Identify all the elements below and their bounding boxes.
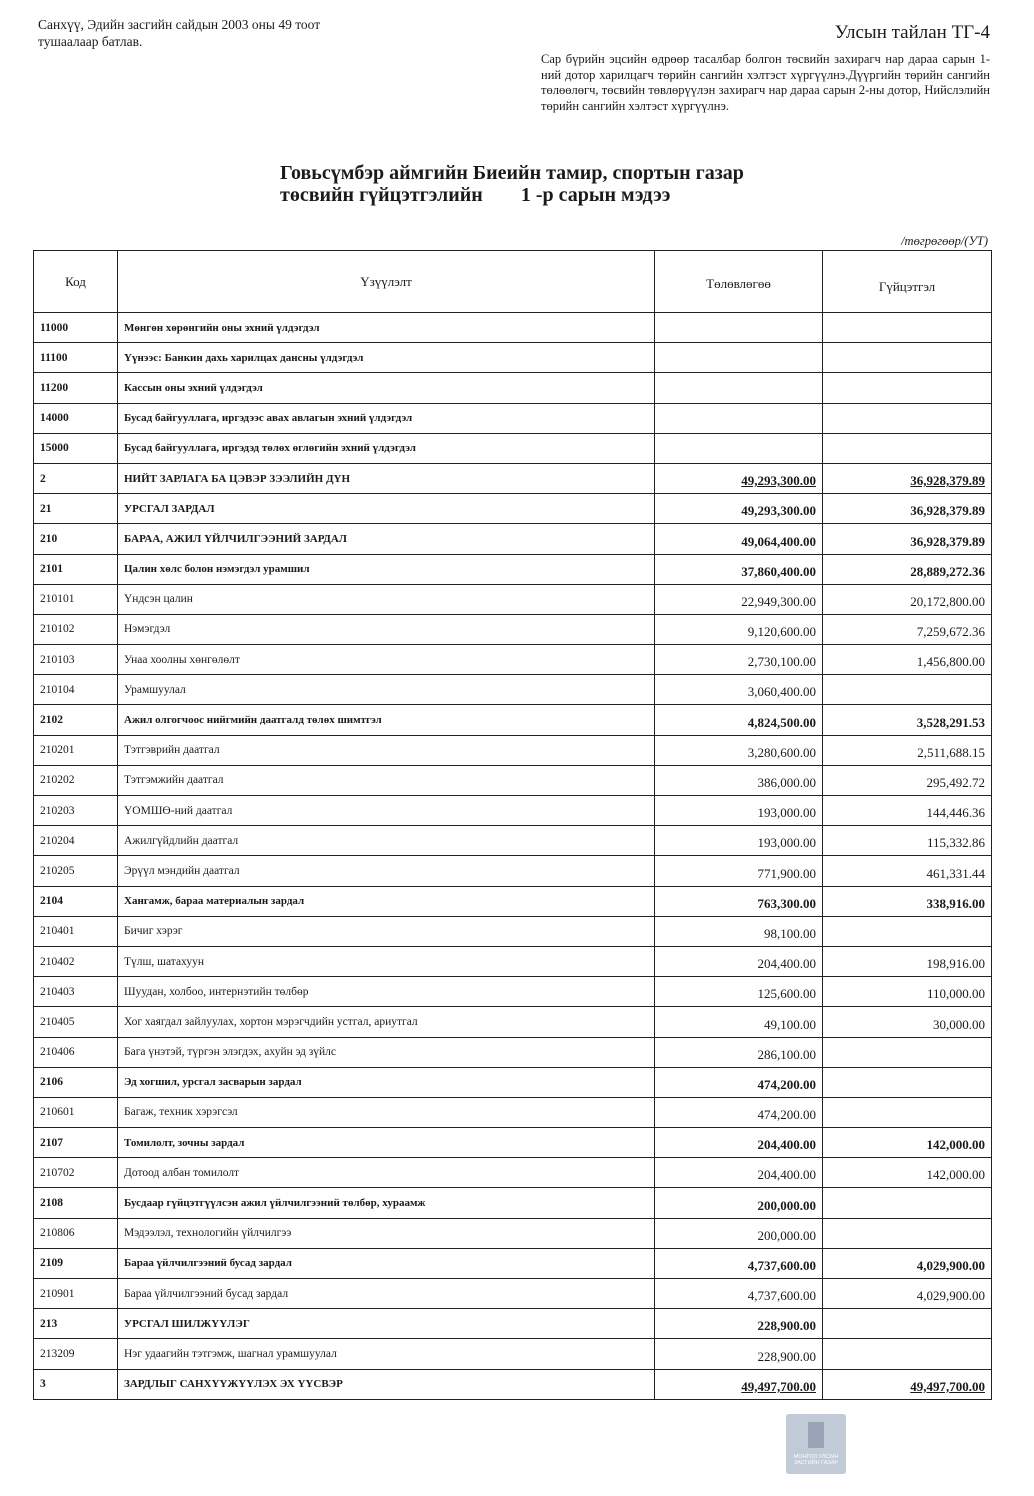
row-plan	[655, 313, 823, 343]
table-row	[34, 494, 992, 524]
row-indicator: Хангамж, бараа материалын зардал	[118, 886, 655, 916]
row-indicator: Томилолт, зочны зардал	[118, 1128, 655, 1158]
row-code: 210203	[34, 796, 118, 826]
row-actual: 1,456,800.00	[823, 645, 992, 675]
row-indicator: Эрүүл мэндийн даатгал	[118, 856, 655, 886]
row-actual: 295,492.72	[823, 765, 992, 795]
row-plan: 4,824,500.00	[655, 705, 823, 735]
table-row	[34, 886, 992, 916]
row-indicator: ҮОМШӨ-ний даатгал	[118, 796, 655, 826]
row-plan: 228,900.00	[655, 1339, 823, 1369]
row-plan: 474,200.00	[655, 1097, 823, 1127]
header-indicator: Үзүүлэлт	[118, 251, 655, 313]
row-indicator: Бага үнэтэй, түргэн элэгдэх, ахуйн эд зүйлс	[118, 1037, 655, 1067]
row-code: 2107	[34, 1128, 118, 1158]
row-actual: 461,331.44	[823, 856, 992, 886]
row-code: 210402	[34, 946, 118, 976]
row-code: 210201	[34, 735, 118, 765]
row-indicator: Бичиг хэрэг	[118, 916, 655, 946]
row-actual	[823, 1067, 992, 1097]
row-indicator: Ажил олгогчоос нийгмийн даатгалд төлөх шимтгэл	[118, 705, 655, 735]
row-indicator: Нэмэгдэл	[118, 614, 655, 644]
table-row	[34, 1097, 992, 1127]
row-code: 210901	[34, 1279, 118, 1309]
row-plan: 2,730,100.00	[655, 645, 823, 675]
row-plan: 771,900.00	[655, 856, 823, 886]
approval-line-2: тушаалаар батлав.	[38, 34, 143, 49]
row-actual	[823, 1339, 992, 1369]
row-plan: 763,300.00	[655, 886, 823, 916]
row-code: 213	[34, 1309, 118, 1339]
row-actual: 4,029,900.00	[823, 1248, 992, 1278]
row-indicator: Шуудан, холбоо, интернэтийн төлбөр	[118, 977, 655, 1007]
approval-line-1: Санхүү, Эдийн засгийн сайдын 2003 оны 49 тоот	[38, 17, 321, 32]
row-indicator: БАРАА, АЖИЛ ҮЙЛЧИЛГЭЭНИЙ ЗАРДАЛ	[118, 524, 655, 554]
unit-label: /төгрөгөөр/(УТ)	[901, 234, 988, 248]
row-indicator: Үндсэн цалин	[118, 584, 655, 614]
row-actual	[823, 1309, 992, 1339]
row-code: 2102	[34, 705, 118, 735]
row-code: 2104	[34, 886, 118, 916]
row-code: 11200	[34, 373, 118, 403]
table-row	[34, 826, 992, 856]
row-indicator: Ажилгүйдлийн даатгал	[118, 826, 655, 856]
row-actual: 20,172,800.00	[823, 584, 992, 614]
document-title	[280, 162, 744, 206]
row-indicator: Мөнгөн хөрөнгийн оны эхний үлдэгдэл	[118, 313, 655, 343]
row-code: 21	[34, 494, 118, 524]
table-row	[34, 1309, 992, 1339]
row-plan	[655, 373, 823, 403]
row-actual	[823, 675, 992, 705]
row-actual: 2,511,688.15	[823, 735, 992, 765]
row-code: 210	[34, 524, 118, 554]
row-plan: 286,100.00	[655, 1037, 823, 1067]
header-code: Код	[34, 251, 118, 313]
row-indicator: Кассын оны эхний үлдэгдэл	[118, 373, 655, 403]
table-row	[34, 1369, 992, 1399]
row-plan: 98,100.00	[655, 916, 823, 946]
form-code: Улсын тайлан ТГ-4	[834, 22, 990, 43]
approval-note	[38, 16, 320, 50]
row-actual: 36,928,379.89	[823, 494, 992, 524]
row-actual	[823, 916, 992, 946]
row-code: 210103	[34, 645, 118, 675]
row-indicator: Дотоод албан томилолт	[118, 1158, 655, 1188]
row-code: 210406	[34, 1037, 118, 1067]
row-plan: 200,000.00	[655, 1218, 823, 1248]
row-indicator: Унаа хоолны хөнгөлөлт	[118, 645, 655, 675]
row-code: 2108	[34, 1188, 118, 1218]
logo-caption	[786, 1454, 846, 1466]
row-indicator: Нэг удаагийн тэтгэмж, шагнал урамшуулал	[118, 1339, 655, 1369]
row-code: 15000	[34, 433, 118, 463]
row-code: 210205	[34, 856, 118, 886]
row-plan: 4,737,600.00	[655, 1279, 823, 1309]
government-logo	[786, 1414, 846, 1474]
table-row	[34, 554, 992, 584]
row-plan	[655, 433, 823, 463]
table-row	[34, 373, 992, 403]
row-code: 210401	[34, 916, 118, 946]
table-row	[34, 1067, 992, 1097]
row-indicator: Цалин хөлс болон нэмэгдэл урамшил	[118, 554, 655, 584]
row-code: 2106	[34, 1067, 118, 1097]
row-actual	[823, 1097, 992, 1127]
row-indicator: ЗАРДЛЫГ САНХҮҮЖҮҮЛЭХ ЭХ ҮҮСВЭР	[118, 1369, 655, 1399]
row-actual	[823, 1188, 992, 1218]
row-indicator: Хог хаягдал зайлуулах, хортон мэрэгчдийн устгал, ариутгал	[118, 1007, 655, 1037]
table-row	[34, 1218, 992, 1248]
row-actual: 110,000.00	[823, 977, 992, 1007]
row-actual	[823, 403, 992, 433]
row-plan: 193,000.00	[655, 826, 823, 856]
row-actual: 144,446.36	[823, 796, 992, 826]
row-plan: 4,737,600.00	[655, 1248, 823, 1278]
row-actual: 49,497,700.00	[823, 1369, 992, 1399]
row-plan: 49,293,300.00	[655, 463, 823, 493]
row-indicator: УРСГАЛ ЗАРДАЛ	[118, 494, 655, 524]
row-actual: 115,332.86	[823, 826, 992, 856]
row-indicator: НИЙТ ЗАРЛАГА БА ЦЭВЭР ЗЭЭЛИЙН ДҮН	[118, 463, 655, 493]
row-actual: 7,259,672.36	[823, 614, 992, 644]
table-row	[34, 614, 992, 644]
row-indicator: Бараа үйлчилгээний бусад зардал	[118, 1248, 655, 1278]
table-row	[34, 1248, 992, 1278]
row-plan	[655, 403, 823, 433]
row-code: 2101	[34, 554, 118, 584]
row-actual: 36,928,379.89	[823, 524, 992, 554]
table-row	[34, 403, 992, 433]
row-plan: 49,064,400.00	[655, 524, 823, 554]
title-line-1: Говьсүмбэр аймгийн Биеийн тамир, спортын газар	[280, 162, 744, 184]
row-plan: 228,900.00	[655, 1309, 823, 1339]
row-plan: 37,860,400.00	[655, 554, 823, 584]
table-row	[34, 1188, 992, 1218]
row-code: 210405	[34, 1007, 118, 1037]
table-row	[34, 916, 992, 946]
row-plan: 204,400.00	[655, 1128, 823, 1158]
row-indicator: Бараа үйлчилгээний бусад зардал	[118, 1279, 655, 1309]
row-plan: 474,200.00	[655, 1067, 823, 1097]
row-actual: 36,928,379.89	[823, 463, 992, 493]
table-row	[34, 675, 992, 705]
row-actual: 3,528,291.53	[823, 705, 992, 735]
row-plan: 200,000.00	[655, 1188, 823, 1218]
row-indicator: Багаж, техник хэрэгсэл	[118, 1097, 655, 1127]
logo-caption-line-1: МОНГОЛ УЛСЫН	[793, 1454, 839, 1460]
row-actual: 198,916.00	[823, 946, 992, 976]
title-line-2b: 1 -р сарын мэдээ	[520, 184, 671, 206]
row-code: 210403	[34, 977, 118, 1007]
row-plan: 125,600.00	[655, 977, 823, 1007]
table-row	[34, 796, 992, 826]
row-indicator: Бусдаар гүйцэтгүүлсэн ажил үйлчилгээний төлбөр, хураамж	[118, 1188, 655, 1218]
row-plan: 9,120,600.00	[655, 614, 823, 644]
title-line-2	[280, 184, 744, 206]
row-code: 3	[34, 1369, 118, 1399]
row-actual: 28,889,272.36	[823, 554, 992, 584]
row-indicator: Түлш, шатахуун	[118, 946, 655, 976]
table-row	[34, 856, 992, 886]
row-indicator: Тэтгэмжийн даатгал	[118, 765, 655, 795]
table-row	[34, 1339, 992, 1369]
budget-table	[33, 250, 992, 1400]
row-plan	[655, 343, 823, 373]
table-row	[34, 765, 992, 795]
header-plan: Төлөвлөгөө	[655, 251, 823, 313]
soyombo-icon	[808, 1422, 824, 1448]
table-row	[34, 1037, 992, 1067]
row-code: 210202	[34, 765, 118, 795]
row-plan: 22,949,300.00	[655, 584, 823, 614]
table-row	[34, 1128, 992, 1158]
row-indicator: Тэтгэврийн даатгал	[118, 735, 655, 765]
instructions-text: Сар бүрийн эцсийн өдрөөр тасалбар болгон төсвийн захирагч нар дараа сарын 1-ний дотор харилцагч төрийн сангийн хэлтэст хүргүүлнэ.Дүүргийн төрийн сангийн төлөөлөгч, төсвийн төвлөрүүлэн захирагч нар дараа сарын 2-ны дотор, Нийслэлийн төрийн сангийн хэлтэст хүргүүлнэ.	[541, 52, 990, 113]
row-code: 210104	[34, 675, 118, 705]
row-code: 11000	[34, 313, 118, 343]
table-row	[34, 1158, 992, 1188]
row-code: 11100	[34, 343, 118, 373]
table-header-row	[34, 251, 992, 313]
row-actual	[823, 1037, 992, 1067]
table-row	[34, 463, 992, 493]
row-actual: 30,000.00	[823, 1007, 992, 1037]
row-code: 210101	[34, 584, 118, 614]
table-row	[34, 584, 992, 614]
row-plan: 3,060,400.00	[655, 675, 823, 705]
row-code: 210102	[34, 614, 118, 644]
row-code: 210806	[34, 1218, 118, 1248]
row-code: 210702	[34, 1158, 118, 1188]
row-actual	[823, 343, 992, 373]
table-row	[34, 1279, 992, 1309]
table-row	[34, 433, 992, 463]
row-actual: 142,000.00	[823, 1128, 992, 1158]
row-plan: 49,100.00	[655, 1007, 823, 1037]
row-plan: 386,000.00	[655, 765, 823, 795]
row-indicator: Мэдээлэл, технологийн үйлчилгээ	[118, 1218, 655, 1248]
row-actual	[823, 313, 992, 343]
row-indicator: Урамшуулал	[118, 675, 655, 705]
table-row	[34, 524, 992, 554]
row-plan: 204,400.00	[655, 1158, 823, 1188]
row-actual: 142,000.00	[823, 1158, 992, 1188]
row-actual: 338,916.00	[823, 886, 992, 916]
row-indicator: Үүнээс: Банкин дахь харилцах дансны үлдэгдэл	[118, 343, 655, 373]
row-code: 2	[34, 463, 118, 493]
row-plan: 204,400.00	[655, 946, 823, 976]
row-actual	[823, 433, 992, 463]
row-plan: 49,293,300.00	[655, 494, 823, 524]
table-row	[34, 735, 992, 765]
table-row	[34, 343, 992, 373]
title-line-2a: төсвийн гүйцэтгэлийн	[280, 184, 483, 206]
row-indicator: Бусад байгууллага, иргэдэд төлөх өглөгийн эхний үлдэгдэл	[118, 433, 655, 463]
table-row	[34, 705, 992, 735]
logo-caption-line-2: ЗАСГИЙН ГАЗАР	[793, 1460, 839, 1466]
row-code: 14000	[34, 403, 118, 433]
table-row	[34, 1007, 992, 1037]
row-plan: 3,280,600.00	[655, 735, 823, 765]
table-row	[34, 946, 992, 976]
table-row	[34, 645, 992, 675]
row-indicator: УРСГАЛ ШИЛЖҮҮЛЭГ	[118, 1309, 655, 1339]
row-actual	[823, 1218, 992, 1248]
row-plan: 49,497,700.00	[655, 1369, 823, 1399]
row-actual	[823, 373, 992, 403]
row-code: 210601	[34, 1097, 118, 1127]
table-row	[34, 313, 992, 343]
row-actual: 4,029,900.00	[823, 1279, 992, 1309]
table-row	[34, 977, 992, 1007]
row-code: 213209	[34, 1339, 118, 1369]
row-indicator: Эд хогшил, урсгал засварын зардал	[118, 1067, 655, 1097]
header-actual: Гүйцэтгэл	[823, 251, 992, 313]
row-plan: 193,000.00	[655, 796, 823, 826]
row-code: 210204	[34, 826, 118, 856]
row-code: 2109	[34, 1248, 118, 1278]
row-indicator: Бусад байгууллага, иргэдээс авах авлагын эхний үлдэгдэл	[118, 403, 655, 433]
